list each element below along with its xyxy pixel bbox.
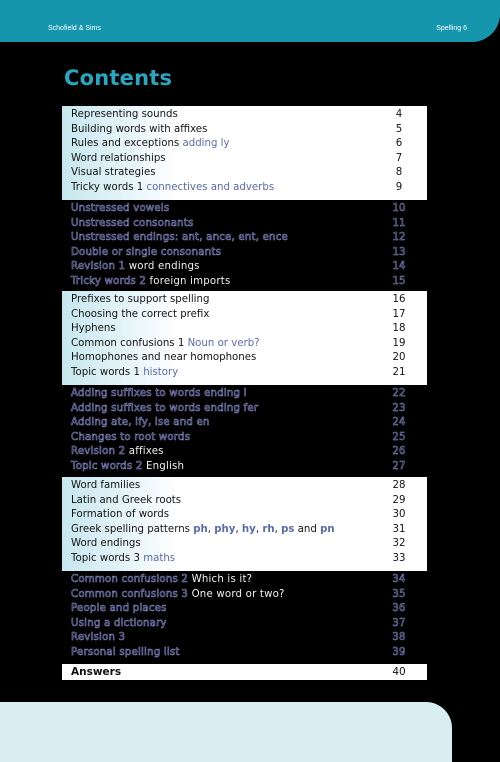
answers-page-number: 40: [392, 666, 406, 678]
contents-row[interactable]: [62, 602, 427, 617]
page-number: 28: [392, 480, 406, 491]
entry-title: [71, 293, 209, 308]
entry-main-text: Personal spelling list: [71, 646, 180, 658]
entry-subtitle: maths: [143, 552, 176, 564]
page-number: 12: [392, 232, 406, 244]
page-number: 6: [395, 138, 403, 150]
entry-title: [71, 588, 285, 603]
entry-title: [71, 166, 156, 181]
entry-title: [71, 123, 207, 138]
contents-row[interactable]: [62, 460, 427, 475]
page-number: 32: [392, 538, 406, 550]
contents-row[interactable]: [62, 588, 427, 603]
page-number: 11: [392, 217, 406, 229]
entry-title: [71, 181, 274, 196]
entry-subtitle: foreign imports: [149, 275, 231, 287]
entry-main-text: Word families: [71, 480, 141, 491]
entry-main-text: Unstressed endings: ant, ance, ent, ence: [71, 232, 288, 244]
entry-main-text: Building words with affixes: [71, 123, 208, 135]
contents-section: [62, 571, 427, 662]
entry-main-text: Rules and exceptions: [71, 138, 180, 150]
contents-row[interactable]: [62, 308, 427, 323]
contents-row[interactable]: [62, 366, 427, 381]
entry-title: [71, 108, 178, 123]
contents-row[interactable]: [62, 646, 427, 661]
contents-row[interactable]: [62, 322, 427, 337]
entry-main-text: Word relationships: [71, 152, 166, 164]
entry-title: [71, 602, 167, 617]
entry-main-text: Adding suffixes to words ending l: [71, 388, 247, 399]
entry-main-text: Prefixes to support spelling: [71, 294, 210, 305]
entry-main-text: Formation of words: [71, 509, 170, 521]
greek-pattern: ps: [281, 523, 295, 535]
page-number: 5: [395, 123, 403, 135]
contents-row[interactable]: [62, 537, 427, 552]
page-number: 30: [392, 509, 406, 521]
contents-row[interactable]: [62, 123, 427, 138]
contents-section: [62, 385, 427, 477]
contents-row[interactable]: [62, 523, 427, 538]
contents-row[interactable]: [62, 217, 427, 232]
page-number: 16: [392, 294, 406, 305]
greek-pattern: pn: [320, 523, 335, 535]
entry-title: [71, 537, 141, 552]
page-number: 24: [392, 417, 406, 429]
page-number: 31: [392, 523, 406, 535]
entry-main-text: Using a dictionary: [71, 617, 167, 629]
answers-row[interactable]: [62, 664, 427, 680]
entry-title: [71, 646, 180, 661]
entry-title: [71, 351, 256, 366]
contents-section: [62, 106, 427, 200]
greek-pattern: phy: [214, 523, 236, 535]
page-number: 10: [392, 203, 406, 214]
entry-main-text: Tricky words 1: [71, 181, 144, 193]
entry-title: [71, 337, 260, 352]
entry-title: [71, 217, 194, 232]
page-number: 7: [395, 152, 403, 164]
page-number: 15: [392, 275, 406, 287]
page-number: 19: [392, 337, 406, 349]
header-bar: [0, 0, 500, 42]
entry-title: [71, 494, 181, 509]
footer-block: [0, 702, 452, 762]
entry-subtitle: Which is it?: [191, 574, 253, 585]
entry-title: [71, 137, 230, 152]
page-number: 9: [395, 181, 403, 193]
page-number: 29: [392, 494, 406, 506]
page-number: 21: [392, 366, 406, 378]
entry-title: [71, 246, 221, 261]
page-number: 25: [392, 431, 406, 443]
entry-main-text: Unstressed vowels: [71, 203, 170, 214]
greek-pattern: hy: [241, 523, 256, 535]
entry-subtitle: One word or two?: [191, 588, 285, 600]
entry-title: [71, 231, 288, 246]
entry-title: [71, 202, 169, 217]
contents-row[interactable]: [62, 573, 427, 588]
entry-main-text: Tricky words 2: [71, 275, 147, 287]
entry-subtitle: connectives and adverbs: [146, 181, 275, 193]
entry-title: [71, 366, 178, 381]
contents-row[interactable]: [62, 387, 427, 402]
contents-row[interactable]: [62, 246, 427, 261]
entry-subtitle: adding ly: [182, 138, 230, 150]
entry-main-text: Latin and Greek roots: [71, 494, 182, 506]
entry-main-text: Changes to root words: [71, 431, 191, 443]
contents-section: [62, 477, 427, 571]
contents-row[interactable]: [62, 479, 427, 494]
contents-row[interactable]: [62, 617, 427, 632]
entry-main-text: Revision 2: [71, 446, 126, 458]
page-number: 39: [392, 646, 406, 658]
page-number: 8: [395, 167, 403, 179]
entry-title: [71, 431, 190, 446]
entry-title: [71, 460, 184, 475]
page-number: 34: [392, 574, 406, 585]
contents-row[interactable]: [62, 337, 427, 352]
entry-title: [71, 152, 166, 167]
entry-title: [71, 631, 125, 646]
contents-row[interactable]: [62, 181, 427, 196]
contents-row[interactable]: [62, 108, 427, 123]
entry-title: Greek spelling patterns ph, phy, hy, rh, ps and pn: [71, 523, 335, 535]
contents-row[interactable]: [62, 202, 427, 217]
contents-row[interactable]: [62, 494, 427, 509]
page-number: 17: [392, 308, 406, 320]
contents-row[interactable]: [62, 445, 427, 460]
contents-row[interactable]: [62, 293, 427, 308]
entry-main-text: Adding suffixes to words ending fer: [71, 402, 259, 414]
entry-title: [71, 573, 252, 588]
entry-title: [71, 308, 209, 323]
entry-main-text: Homophones and near homophones: [71, 352, 257, 364]
entry-main-text: Representing sounds: [71, 109, 178, 120]
page-number: 27: [392, 460, 406, 472]
entry-main-text: Adding ate, ify, ise and en: [71, 417, 210, 429]
entry-subtitle: Noun or verb?: [187, 337, 260, 349]
entry-main-text: Unstressed consonants: [71, 217, 194, 229]
entry-main-text: Topic words 3: [71, 552, 140, 564]
entry-main-text: Double or single consonants: [71, 246, 222, 258]
entry-main-text: Choosing the correct prefix: [71, 308, 210, 320]
entry-main-text: Greek spelling patterns: [71, 523, 190, 535]
publisher-name: Schofield & Sims: [48, 25, 101, 32]
entry-subtitle: history: [143, 366, 179, 378]
entry-main-text: Common confusions 1: [71, 337, 185, 349]
page-number: 36: [392, 603, 406, 615]
greek-pattern: rh: [262, 523, 275, 535]
book-title: Spelling 6: [436, 25, 467, 32]
entry-title: [71, 260, 200, 275]
entry-subtitle: English: [145, 460, 185, 472]
page-number: 33: [392, 552, 406, 564]
contents-section: [62, 291, 427, 385]
entry-main-text: Revision 1: [71, 261, 126, 273]
greek-pattern: ph: [193, 523, 208, 535]
entry-title: [71, 402, 258, 417]
contents-row[interactable]: [62, 231, 427, 246]
entry-main-text: People and places: [71, 603, 167, 615]
page-title: Contents: [64, 66, 173, 90]
page-number: 26: [392, 446, 406, 458]
contents-row[interactable]: [62, 166, 427, 181]
entry-subtitle: affixes: [128, 446, 164, 458]
contents-row[interactable]: [62, 508, 427, 523]
answers-label: Answers: [71, 666, 122, 678]
page-number: 23: [392, 402, 406, 414]
entry-title: [71, 479, 140, 494]
entry-main-text: Word endings: [71, 538, 141, 550]
page-number: 4: [395, 109, 403, 120]
contents-row[interactable]: [62, 260, 427, 275]
entry-title: [71, 552, 175, 567]
contents-row[interactable]: [62, 402, 427, 417]
entry-title: [71, 275, 230, 290]
entry-main-text: Topic words 2: [71, 460, 143, 472]
contents-row[interactable]: [62, 416, 427, 431]
entry-title: [71, 416, 210, 431]
contents-row[interactable]: [62, 351, 427, 366]
entry-main-text: Topic words 1: [71, 366, 140, 378]
contents-row[interactable]: [62, 137, 427, 152]
contents-row[interactable]: [62, 275, 427, 290]
page-number: 22: [392, 388, 406, 399]
contents-row[interactable]: [62, 431, 427, 446]
entry-title: [71, 508, 169, 523]
entry-title: [71, 322, 116, 337]
entry-main-text: Common confusions 2: [71, 574, 189, 585]
contents-row[interactable]: [62, 552, 427, 567]
contents-row[interactable]: [62, 631, 427, 646]
contents-section: [62, 200, 427, 291]
entry-title: [71, 445, 164, 460]
entry-main-text: Common confusions 3: [71, 588, 189, 600]
page-number: 13: [392, 246, 406, 258]
entry-title: [71, 387, 247, 402]
page-number: 18: [392, 323, 406, 335]
contents-row[interactable]: [62, 152, 427, 167]
entry-main-text: Hyphens: [71, 323, 116, 335]
page-number: 38: [392, 632, 406, 644]
page-number: 37: [392, 617, 406, 629]
entry-main-text: Visual strategies: [71, 167, 156, 179]
page-number: 14: [392, 261, 406, 273]
page-number: 35: [392, 588, 406, 600]
page-number: 20: [392, 352, 406, 364]
entry-subtitle: word endings: [128, 261, 200, 273]
entry-title: [71, 617, 167, 632]
entry-main-text: Revision 3: [71, 632, 126, 644]
